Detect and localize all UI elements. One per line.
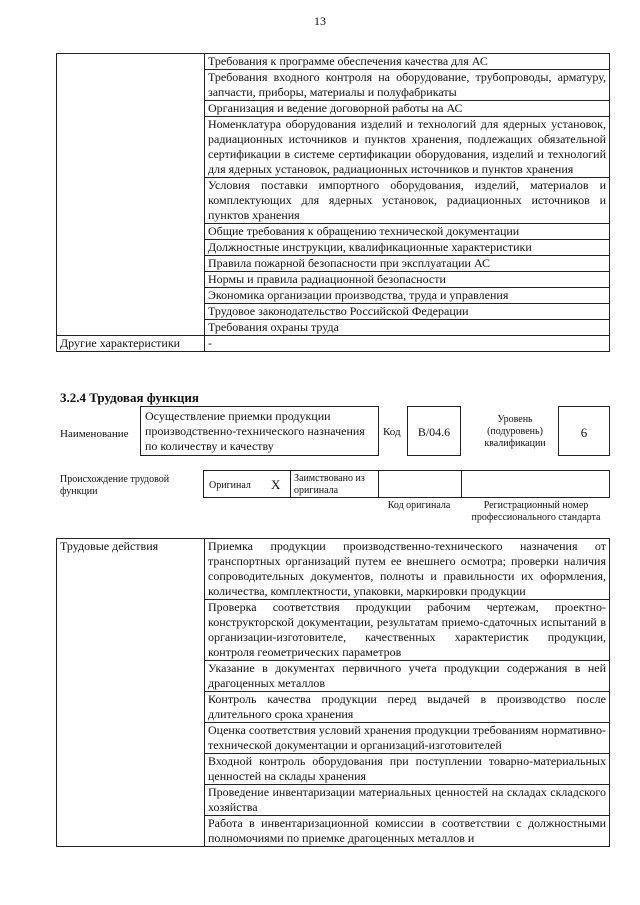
empty-label-cell	[57, 54, 205, 336]
name-label: Наименование	[60, 428, 129, 440]
labor-action-item: Проверка соответствия продукции рабочим чертежам, проектно-конструкторской документации, результатам приемо-сдаточных испытаний в организации-изготовителе, качественных характеристик продукции, контроля геометрических параметров	[205, 600, 610, 661]
function-code: В/04.6	[407, 406, 461, 456]
labor-action-item: Контроль качества продукции перед выдачей в производство после длительного срока хранения	[205, 692, 610, 723]
knowledge-item: Правила пожарной безопасности при эксплуатации АС	[205, 256, 610, 272]
knowledge-item: Нормы и правила радиационной безопасности	[205, 272, 610, 288]
labor-actions-table	[56, 538, 610, 847]
knowledge-item: Условия поставки импортного оборудования, изделий, материалов и комплектующих для ядерных установок, радиационных источников и пунктов хранения	[205, 178, 610, 224]
labor-action-item: Приемка продукции производственно-технического назначения от транспортных организаций путем ее внешнего осмотра; проверки наличия сопроводительных документов, полноты и правильности их оформления, количества, комплектности, упаковки, маркировки продукции	[205, 539, 610, 600]
original-mark: X	[271, 477, 281, 492]
origin-row	[203, 470, 610, 498]
level-label: Уровень (подуровень) квалификации	[484, 414, 546, 449]
function-name: Осуществление приемки продукции производственно-технического назначения по количеству и качеству	[140, 406, 379, 456]
page-number: 13	[314, 14, 326, 28]
knowledge-item: Экономика организации производства, труда и управления	[205, 288, 610, 304]
labor-action-item: Работа в инвентаризационной комиссии в соответствии с должностными полномочиями по приемке драгоценных металлов и	[205, 816, 610, 847]
knowledge-item: Общие требования к обращению технической документации	[205, 224, 610, 240]
qualification-level: 6	[558, 406, 610, 456]
labor-action-item: Оценка соответствия условий хранения продукции требованиям нормативно-технической документации и организаций-изготовителей	[205, 723, 610, 754]
section-title: 3.2.4 Трудовая функция	[60, 390, 199, 405]
knowledge-item: Номенклатура оборудования изделий и технологий для ядерных установок, радиационных источников и пунктов хранения, подлежащих обязательной сертификации в системе сертификации оборудования, изделий и технологий для ядерных установок, радиационных источников и пунктов хранения	[205, 117, 610, 178]
code-label: Код	[383, 426, 401, 438]
knowledge-item: Организация и ведение договорной работы на АС	[205, 101, 610, 117]
other-characteristics-value: -	[205, 336, 610, 352]
labor-actions-label: Трудовые действия	[57, 539, 205, 847]
knowledge-item: Требования охраны труда	[205, 320, 610, 336]
knowledge-item: Должностные инструкции, квалификационные характеристики	[205, 240, 610, 256]
reg-number-caption: Регистрационный номер профессионального стандарта	[471, 500, 601, 523]
knowledge-item: Трудовое законодательство Российской Федерации	[205, 304, 610, 320]
original-label: Оригинал	[209, 480, 251, 491]
knowledge-table	[56, 53, 610, 352]
origin-label: Происхождение трудовой функции	[60, 474, 170, 497]
labor-action-item: Входной контроль оборудования при поступлении товарно-материальных ценностей на склады хранения	[205, 754, 610, 785]
knowledge-item: Требования к программе обеспечения качества для АС	[205, 54, 610, 70]
labor-action-item: Проведение инвентаризации материальных ценностей на складах складского хозяйства	[205, 785, 610, 816]
code-original-caption: Код оригинала	[387, 500, 451, 511]
knowledge-item: Требования входного контроля на оборудование, трубопроводы, арматуру, запчасти, приборы, материалы и полуфабрикаты	[205, 70, 610, 101]
borrowed-label: Заимствовано из оригинала	[294, 473, 365, 496]
labor-action-item: Указание в документах первичного учета продукции содержания в ней драгоценных металлов	[205, 661, 610, 692]
other-characteristics-label: Другие характеристики	[57, 336, 205, 352]
